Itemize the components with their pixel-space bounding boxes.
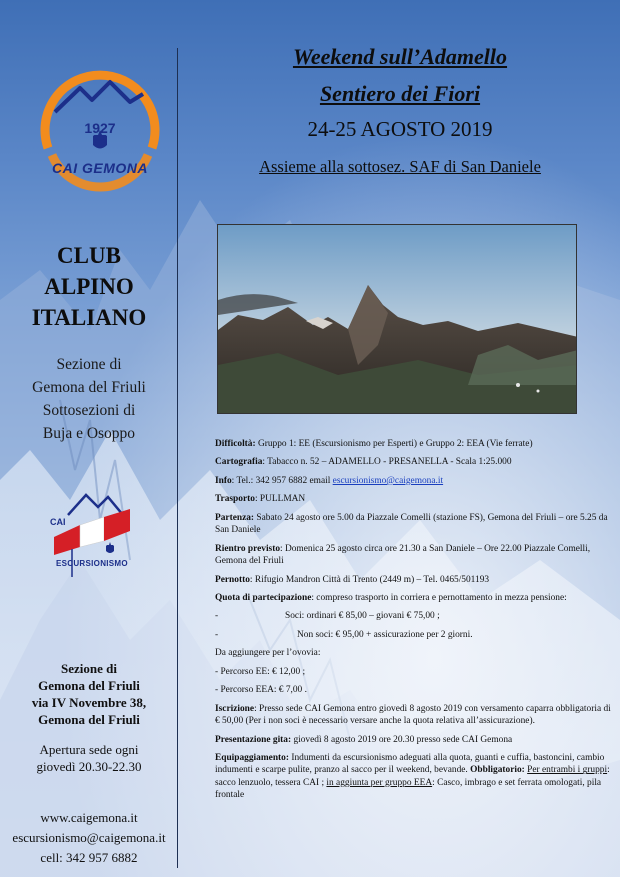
iscrizione-text: : Presso sede CAI Gemona entro giovedì 8 agosto 2019 con versamento caparra obbligatoria di € 50,00 (Per i non soci è necessario versare anche la quota relativa all’assicurazione). <box>215 703 611 727</box>
sede-line: Sezione di <box>61 661 117 676</box>
club-line: ALPINO <box>44 274 134 299</box>
obbl-label: Obbligatorio: <box>470 765 525 776</box>
obbl-text-1: : sacco lenzuolo, tessera CAI ; <box>215 765 610 788</box>
flag-mountain-icon <box>50 485 140 585</box>
logo-name: CAI GEMONA <box>52 160 148 176</box>
detail-nonsoci <box>215 629 611 641</box>
info-text: : Tel.: 342 957 6882 email <box>231 475 333 486</box>
cai-gemona-logo <box>30 60 170 200</box>
email-link[interactable]: escursionismo@caigemona.it <box>12 830 166 845</box>
presentazione-text: giovedì 8 agosto 2019 ore 20.30 presso sede CAI Gemona <box>291 734 513 745</box>
detail-soci <box>215 610 611 622</box>
sezione-line: Gemona del Friuli <box>32 379 146 396</box>
trasporto-text: : PULLMAN <box>254 494 306 505</box>
info-email-link[interactable]: escursionismo@caigemona.it <box>332 475 444 486</box>
event-details <box>215 438 611 808</box>
sede-address <box>0 660 178 728</box>
mountain-photo <box>217 224 577 414</box>
sezione-line: Sezione di <box>56 356 122 373</box>
esc-word-label <box>56 559 128 568</box>
detail-partenza <box>215 512 611 537</box>
difficolta-label: Difficoltà: <box>215 439 256 449</box>
info-label: Info <box>215 475 232 486</box>
event-dates: 24-25 AGOSTO 2019 <box>307 117 493 141</box>
partenza-text: Sabato 24 agosto ore 5.00 da Piazzale Comelli (stazione FS), Gemona del Friuli – ore 5.25 da San Daniele <box>215 512 608 536</box>
detail-equipaggiamento <box>215 752 611 801</box>
rientro-label: Rientro previsto <box>215 543 281 554</box>
detail-percorso-ee: - Percorso EE: € 12,00 ; <box>215 666 306 677</box>
apertura-line: Apertura sede ogni <box>39 742 139 757</box>
club-line: ITALIANO <box>31 305 147 330</box>
nonsoci-text: Non soci: € 95,00 + assicurazione per 2 giorni. <box>297 629 473 640</box>
nonsoci-dash: - <box>215 629 219 640</box>
sezione-line: Sottosezioni di <box>42 402 136 419</box>
esc-cai-label: CAI <box>50 517 66 527</box>
esc-prefix: E <box>56 559 62 568</box>
obbl-group-both: Per entrambi i gruppi <box>527 765 608 776</box>
event-title: Weekend sull’Adamello <box>292 44 508 69</box>
cai-escursionismo-logo <box>50 485 140 585</box>
pernotto-label: Pernotto <box>215 574 250 585</box>
detail-info <box>215 475 611 487</box>
detail-rientro <box>215 543 611 568</box>
detail-presentazione <box>215 734 611 746</box>
website-link[interactable]: www.caigemona.it <box>40 810 138 825</box>
contacts <box>0 808 178 868</box>
cartografia-text: : Tabacco n. 52 – ADAMELLO - PRESANELLA - Scala 1:25.000 <box>262 457 512 468</box>
esc-letter-s: S <box>61 559 68 568</box>
detail-trasporto <box>215 493 611 505</box>
detail-percorso-eea: - Percorso EEA: € 7,00 . <box>215 685 307 696</box>
detail-pernotto <box>215 574 611 586</box>
detail-cartografia <box>215 456 611 468</box>
apertura-line: giovedì 20.30-22.30 <box>36 759 142 774</box>
difficolta-text: Gruppo 1: EE (Escursionismo per Esperti) e Gruppo 2: EEA (Vie ferrate) <box>255 439 533 449</box>
equip-label: Equipaggiamento: <box>215 753 289 764</box>
detail-ovovia: Da aggiungere per l’ovovia: <box>215 648 321 659</box>
star-shield-icon <box>106 542 114 553</box>
opening-hours <box>0 741 178 775</box>
partenza-label: Partenza: <box>215 512 255 523</box>
esc-suffix: CURSIONISMO <box>67 559 128 568</box>
soci-dash: - <box>215 611 219 622</box>
sezione-text <box>0 353 178 445</box>
pernotto-text: : Rifugio Mandron Città di Trento (2449 m) – Tel. 0465/501193 <box>249 574 490 585</box>
trasporto-label: Trasporto <box>215 494 255 505</box>
detail-iscrizione <box>215 703 611 728</box>
rientro-text: : Domenica 25 agosto circa ore 21.30 a San Daniele – Ore 22.00 Piazzale Comelli, Gemona del Friuli <box>215 543 591 567</box>
presentazione-label: Presentazione gita: <box>215 734 292 745</box>
cell-number: cell: 342 957 6882 <box>40 850 138 865</box>
sezione-line: Buja e Osoppo <box>42 425 136 442</box>
obbl-text-2: : Casco, imbrago e set ferrata omologati, pila frontale <box>215 777 602 801</box>
club-name <box>0 240 178 333</box>
quota-label: Quota di partecipazione <box>215 592 312 603</box>
club-line: CLUB <box>57 243 121 268</box>
event-subtitle: Sentiero dei Fiori <box>319 81 481 106</box>
mountain-photo-image <box>218 225 577 414</box>
obbl-group-eea: in aggiunta per gruppo EEA <box>326 777 433 788</box>
iscrizione-label: Iscrizione <box>215 703 255 714</box>
sede-line: Gemona del Friuli <box>38 678 140 693</box>
soci-text: Soci: ordinari € 85,00 – giovani € 75,00 ; <box>285 611 440 622</box>
detail-quota <box>215 592 611 604</box>
quota-text: : compreso trasporto in corriera e pernottamento in mezza pensione: <box>311 592 567 603</box>
detail-difficolta <box>215 438 611 450</box>
sede-line: via IV Novembre 38, <box>31 695 147 710</box>
logo-year: 1927 <box>84 120 116 136</box>
equip-text: Indumenti da escursionismo adeguati alla quota, guanti e cuffia, bastoncini, cambio indumenti e scarpe pulite, pranzo al sacco per il weekend, bevande. <box>215 753 605 776</box>
cartografia-label: Cartografia <box>215 457 263 468</box>
sede-line: Gemona del Friuli <box>38 712 140 727</box>
event-with: Assieme alla sottosez. SAF di San Daniele <box>259 157 541 176</box>
